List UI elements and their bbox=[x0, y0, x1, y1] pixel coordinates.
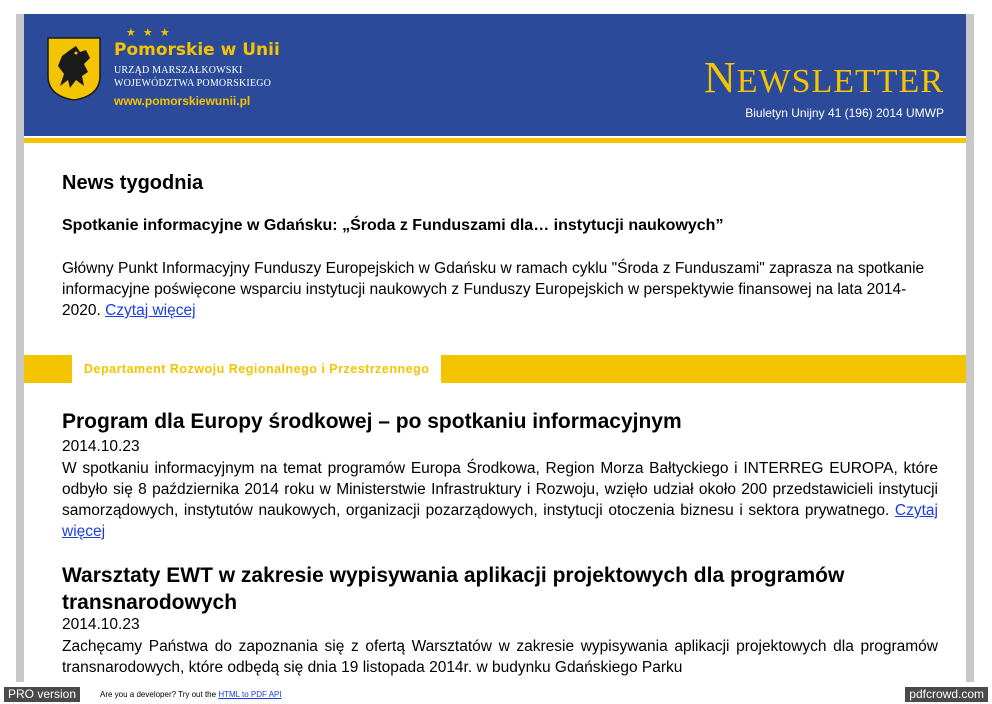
griffin-crest-icon bbox=[46, 36, 102, 102]
newsletter-subtitle: Biuletyn Unijny 41 (196) 2014 UMWP bbox=[745, 106, 944, 120]
pro-version-badge[interactable]: PRO version bbox=[4, 687, 80, 702]
department-label: Departament Rozwoju Regionalnego i Przestrzennego bbox=[72, 355, 441, 383]
developer-promo-text: Are you a developer? Try out the bbox=[100, 690, 217, 699]
article-2-date: 2014.10.23 bbox=[62, 616, 140, 633]
header-divider bbox=[24, 138, 966, 143]
article-2-title[interactable]: Warsztaty EWT w zakresie wypisywania aplikacji projektowych dla programów transnarodowych bbox=[62, 564, 845, 614]
newsletter-frame bbox=[16, 14, 974, 682]
article-1-title[interactable]: Program dla Europy środkowej – po spotkaniu informacyjnym bbox=[62, 410, 682, 433]
article-1-body-text: W spotkaniu informacyjnym na temat programów Europa Środkowa, Region Morza Bałtyckiego i INTERREG EUROPA, które odbyło się 8 października 2014 roku w Ministerstwie Infrastruktury i Rozwoju, wzięło udział około 200 przedstawicieli instytucji samorządowych, instytutów naukowych, organizacji pozarządowych, instytucji otoczenia biznesu i sektora prywatnego. bbox=[62, 460, 938, 519]
newsletter-title: NEWSLETTER bbox=[703, 53, 944, 102]
brand-name: Pomorskie w Unii bbox=[114, 40, 280, 60]
article-2-body: Zachęcamy Państwa do zapoznania się z ofertą Warsztatów w zakresie wypisywania aplikacji projektowych dla programów transnarodowych, które odbędą się dnia 19 listopada 2014r. w budynku Gdańskiego Parku bbox=[62, 638, 938, 676]
header-banner bbox=[24, 14, 966, 136]
news-subheading: Spotkanie informacyjne w Gdańsku: „Środa z Funduszami dla… instytucji naukowych” bbox=[62, 217, 724, 234]
newsletter-title-rest: EWSLETTER bbox=[736, 63, 944, 100]
brand-url[interactable]: www.pomorskiewunii.pl bbox=[114, 94, 251, 108]
developer-promo bbox=[100, 690, 282, 699]
article-1-read-more-link[interactable]: Czytaj więcej bbox=[62, 502, 938, 540]
article-1-body bbox=[62, 458, 938, 542]
pdfcrowd-badge[interactable]: pdfcrowd.com bbox=[905, 687, 988, 702]
brand-stars: ★ ★ ★ bbox=[126, 27, 172, 39]
news-heading: News tygodnia bbox=[62, 172, 204, 194]
article-1-date: 2014.10.23 bbox=[62, 438, 140, 455]
html-to-pdf-api-link[interactable]: HTML to PDF API bbox=[218, 690, 282, 699]
brand-office-line1: URZĄD MARSZAŁKOWSKI bbox=[114, 65, 243, 76]
news-read-more-link[interactable]: Czytaj więcej bbox=[105, 302, 196, 319]
brand-office-line2: WOJEWÓDZTWA POMORSKIEGO bbox=[114, 78, 272, 89]
news-body-text: Główny Punkt Informacyjny Funduszy Europejskich w Gdańsku w ramach cyklu "Środa z Funduszami" zaprasza na spotkanie informacyjne poświęcone wsparciu instytucji naukowych z Funduszy Europejskich w perspektywie finansowej na lata 2014-2020. bbox=[62, 260, 925, 319]
news-body bbox=[62, 258, 942, 321]
